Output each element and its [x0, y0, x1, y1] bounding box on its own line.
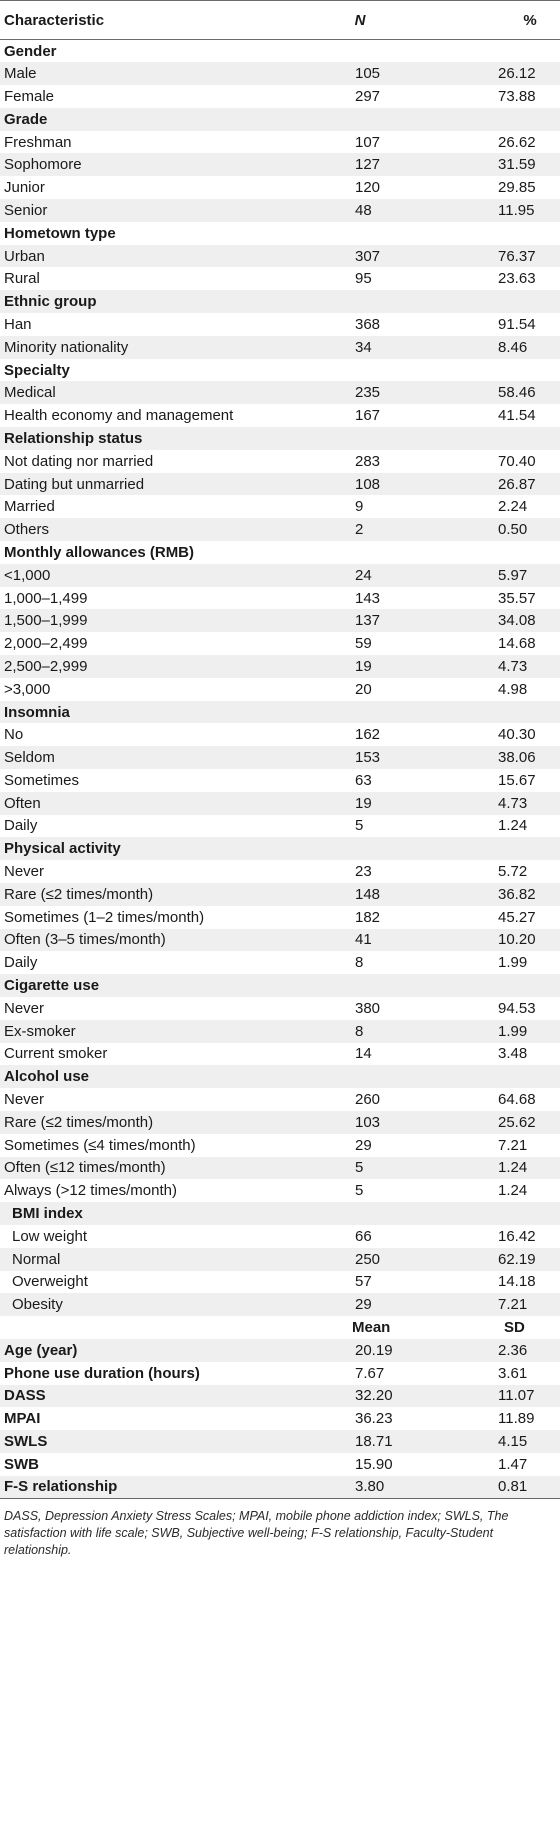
stat-mean: 15.90: [355, 1455, 393, 1473]
row-label: Seldom: [0, 746, 280, 769]
row-percent: 34.08: [420, 609, 560, 632]
section-row: [0, 974, 560, 997]
row-n: 182: [355, 908, 381, 926]
row-label: Freshman: [4, 133, 72, 151]
table-row: [0, 792, 560, 815]
table-row: [0, 951, 560, 974]
table-row: [0, 1248, 560, 1271]
row-label: Not dating nor married: [4, 452, 154, 470]
table-row: [0, 473, 560, 496]
section-title: Cigarette use: [0, 974, 280, 997]
row-n: 20: [355, 680, 372, 698]
table-row: [0, 336, 560, 359]
section-title: Hometown type: [4, 224, 116, 242]
row-label: Never: [4, 1091, 45, 1109]
section-row: [0, 359, 560, 382]
stat-row: [0, 1407, 560, 1430]
section-row: [0, 837, 560, 860]
table-row: [0, 769, 560, 792]
row-label: Normal: [0, 1248, 280, 1271]
table-row: [0, 815, 560, 838]
section-row: [0, 1065, 560, 1088]
row-percent: 70.40: [498, 452, 536, 470]
table-row: [0, 883, 560, 906]
table-row: [0, 176, 560, 199]
row-n: 153: [280, 746, 420, 769]
row-percent: 26.62: [498, 133, 536, 151]
empty-cell: [420, 701, 560, 724]
row-n: 29: [355, 1136, 372, 1154]
header-percent: %: [420, 1, 560, 40]
row-label: Obesity: [0, 1293, 280, 1316]
row-n: 34: [280, 336, 420, 359]
row-percent: 15.67: [498, 771, 536, 789]
row-n: 103: [280, 1111, 420, 1134]
row-percent: 40.30: [498, 726, 536, 744]
empty-cell: [420, 837, 560, 860]
row-percent: 4.98: [498, 680, 528, 698]
header-n: N: [280, 1, 420, 40]
row-n: 235: [280, 381, 420, 404]
row-label: Rare (≤2 times/month): [0, 883, 280, 906]
row-n: 24: [280, 564, 420, 587]
row-label: Junior: [4, 179, 45, 197]
row-n: 107: [355, 133, 381, 151]
row-n: 41: [280, 929, 420, 952]
row-n: 95: [355, 270, 372, 288]
empty-cell: [420, 541, 560, 564]
header-sd: SD: [504, 1319, 525, 1337]
empty-cell: [0, 1316, 280, 1339]
section-row: [0, 222, 560, 245]
table-row: [0, 587, 560, 610]
row-n: 250: [280, 1248, 420, 1271]
section-title: Physical activity: [0, 837, 280, 860]
row-label: Minority nationality: [0, 336, 280, 359]
row-n: 57: [355, 1273, 372, 1291]
header-characteristic: Characteristic: [0, 1, 280, 40]
row-label: Medical: [0, 381, 280, 404]
stat-sd: 3.61: [498, 1364, 528, 1382]
table-row: [0, 860, 560, 883]
empty-cell: [420, 108, 560, 131]
section-row: [0, 701, 560, 724]
row-percent: 31.59: [420, 153, 560, 176]
empty-cell: [420, 974, 560, 997]
row-label: Health economy and management: [4, 407, 234, 425]
stat-mean: 36.23: [355, 1410, 393, 1428]
table-row: [0, 564, 560, 587]
section-title: BMI index: [0, 1202, 280, 1225]
table-row: [0, 267, 560, 290]
row-label: Always (>12 times/month): [4, 1182, 177, 1200]
row-percent: 4.73: [420, 655, 560, 678]
row-label: Senior: [0, 199, 280, 222]
row-label: Never: [4, 863, 45, 881]
table-row: [0, 1179, 560, 1202]
table-row: [0, 632, 560, 655]
empty-cell: [420, 290, 560, 313]
row-n: 48: [280, 199, 420, 222]
table-footnote: DASS, Depression Anxiety Stress Scales; MPAI, mobile phone addiction index; SWLS, The satisfaction with life scale; SWB, Subjective well-being; F-S relationship, Faculty-Student relationship.: [4, 1509, 509, 1557]
row-n: 127: [280, 153, 420, 176]
table-row: [0, 1271, 560, 1294]
stat-mean: 32.20: [280, 1385, 420, 1408]
row-n: 8: [355, 954, 364, 972]
table-row: [0, 1043, 560, 1066]
row-label: Often (≤12 times/month): [0, 1157, 280, 1180]
row-n: 368: [355, 315, 381, 333]
table-row: [0, 245, 560, 268]
empty-cell: [420, 427, 560, 450]
table-row: [0, 609, 560, 632]
stat-row: [0, 1339, 560, 1362]
row-percent: 36.82: [420, 883, 560, 906]
row-label: Ex-smoker: [0, 1020, 280, 1043]
table-row: [0, 678, 560, 701]
stat-row: [0, 1362, 560, 1385]
row-n: 307: [280, 245, 420, 268]
empty-cell: [420, 222, 560, 245]
row-percent: 4.73: [420, 792, 560, 815]
stats-header-row: [0, 1316, 560, 1339]
table-row: [0, 404, 560, 427]
row-label: Sophomore: [0, 153, 280, 176]
row-percent: 3.48: [498, 1045, 528, 1063]
stat-label: SWLS: [0, 1430, 280, 1453]
row-percent: 14.68: [498, 635, 536, 653]
empty-cell: [420, 1065, 560, 1088]
row-label: Daily: [4, 817, 38, 835]
row-n: 148: [280, 883, 420, 906]
stat-label: SWB: [4, 1455, 39, 1473]
table-row: [0, 1157, 560, 1180]
row-percent: 25.62: [420, 1111, 560, 1134]
row-n: 29: [280, 1293, 420, 1316]
table-row: [0, 1134, 560, 1157]
row-n: 108: [280, 473, 420, 496]
row-n: 120: [355, 179, 381, 197]
empty-cell: [280, 108, 420, 131]
row-n: 14: [355, 1045, 372, 1063]
table-row: [0, 1293, 560, 1316]
table-row: [0, 450, 560, 473]
empty-cell: [280, 1065, 420, 1088]
row-percent: 1.24: [498, 1182, 528, 1200]
row-label: Never: [4, 999, 45, 1017]
stat-label: MPAI: [4, 1410, 41, 1428]
section-row: [0, 541, 560, 564]
stat-sd: 1.47: [498, 1455, 528, 1473]
row-label: Female: [4, 87, 55, 105]
table-row: [0, 997, 560, 1020]
row-percent: 0.50: [420, 518, 560, 541]
empty-cell: [280, 359, 420, 382]
empty-cell: [420, 1202, 560, 1225]
table-row: [0, 1225, 560, 1248]
empty-cell: [280, 1202, 420, 1225]
table-row: [0, 495, 560, 518]
stat-row: [0, 1430, 560, 1453]
row-n: 5: [355, 817, 364, 835]
section-row: [0, 1202, 560, 1225]
row-label: Often (3–5 times/month): [0, 929, 280, 952]
stat-label: Age (year): [0, 1339, 280, 1362]
empty-cell: [280, 290, 420, 313]
row-percent: 94.53: [498, 999, 536, 1017]
table-row: [0, 85, 560, 108]
table-row: [0, 1020, 560, 1043]
row-n: 105: [280, 62, 420, 85]
row-n: 63: [355, 771, 372, 789]
table-header-row: [0, 1, 560, 40]
row-percent: 2.24: [498, 498, 528, 516]
row-label: Sometimes (≤4 times/month): [4, 1136, 196, 1154]
row-label: Urban: [0, 245, 280, 268]
row-percent: 11.95: [420, 199, 560, 222]
stat-row: [0, 1385, 560, 1408]
section-title: Gender: [4, 42, 57, 60]
stat-mean: 18.71: [280, 1430, 420, 1453]
stat-mean: 3.80: [280, 1476, 420, 1499]
row-percent: 5.72: [498, 863, 528, 881]
table-row: [0, 929, 560, 952]
row-label: Often: [0, 792, 280, 815]
row-label: Current smoker: [4, 1045, 108, 1063]
section-title: Insomnia: [0, 701, 280, 724]
section-row: [0, 108, 560, 131]
stat-mean: 20.19: [280, 1339, 420, 1362]
row-n: 260: [355, 1091, 381, 1109]
stat-sd: 0.81: [420, 1476, 560, 1499]
empty-cell: [280, 222, 420, 245]
row-label: Others: [0, 518, 280, 541]
row-n: 283: [355, 452, 381, 470]
table-row: [0, 62, 560, 85]
row-percent: 1.99: [498, 954, 528, 972]
row-n: 137: [280, 609, 420, 632]
row-label: 2,000–2,499: [4, 635, 88, 653]
row-n: 19: [280, 792, 420, 815]
row-n: 19: [280, 655, 420, 678]
stat-row: [0, 1476, 560, 1499]
row-percent: 10.20: [420, 929, 560, 952]
stat-sd: 11.07: [420, 1385, 560, 1408]
section-row: [0, 40, 560, 63]
stat-label: DASS: [0, 1385, 280, 1408]
table-row: [0, 1111, 560, 1134]
row-label: Married: [4, 498, 55, 516]
table-row: [0, 723, 560, 746]
row-percent: 35.57: [498, 589, 536, 607]
empty-cell: [280, 541, 420, 564]
row-n: 167: [355, 407, 381, 425]
row-percent: 23.63: [498, 270, 536, 288]
row-label: <1,000: [0, 564, 280, 587]
empty-cell: [420, 359, 560, 382]
row-n: 9: [355, 498, 364, 516]
row-label: Male: [0, 62, 280, 85]
empty-cell: [280, 427, 420, 450]
row-label: >3,000: [4, 680, 51, 698]
row-percent: 91.54: [498, 315, 536, 333]
row-label: Han: [4, 315, 32, 333]
row-percent: 1.99: [420, 1020, 560, 1043]
section-title: Relationship status: [0, 427, 280, 450]
stat-label: Phone use duration (hours): [4, 1364, 200, 1382]
row-n: 143: [355, 589, 381, 607]
row-n: 23: [355, 863, 372, 881]
section-title: Grade: [0, 108, 280, 131]
empty-cell: [420, 40, 560, 63]
row-n: 66: [355, 1227, 372, 1245]
row-percent: 73.88: [498, 87, 536, 105]
row-percent: 8.46: [420, 336, 560, 359]
row-label: 1,000–1,499: [4, 589, 88, 607]
section-row: [0, 427, 560, 450]
row-n: 380: [355, 999, 381, 1017]
row-percent: 62.19: [420, 1248, 560, 1271]
row-percent: 7.21: [420, 1293, 560, 1316]
section-title: Monthly allowances (RMB): [4, 543, 195, 561]
table-row: [0, 655, 560, 678]
row-percent: 1.24: [420, 1157, 560, 1180]
section-title: Ethnic group: [0, 290, 280, 313]
row-percent: 1.24: [498, 817, 528, 835]
row-percent: 76.37: [420, 245, 560, 268]
row-n: 8: [280, 1020, 420, 1043]
section-title: Specialty: [4, 361, 70, 379]
empty-cell: [280, 701, 420, 724]
row-label: Low weight: [12, 1227, 88, 1245]
row-label: Rural: [4, 270, 40, 288]
row-n: 297: [355, 87, 381, 105]
row-n: 2: [280, 518, 420, 541]
row-percent: 16.42: [498, 1227, 536, 1245]
stat-sd: 2.36: [420, 1339, 560, 1362]
row-percent: 45.27: [498, 908, 536, 926]
row-label: Sometimes (1–2 times/month): [4, 908, 205, 926]
stat-sd: 11.89: [498, 1410, 535, 1428]
table-row: [0, 313, 560, 336]
row-label: 2,500–2,999: [0, 655, 280, 678]
stat-mean: 7.67: [355, 1364, 385, 1382]
row-percent: 58.46: [420, 381, 560, 404]
section-row: [0, 290, 560, 313]
row-n: 59: [355, 635, 372, 653]
row-n: 5: [355, 1182, 364, 1200]
table-row: [0, 906, 560, 929]
row-percent: 29.85: [498, 179, 536, 197]
row-percent: 41.54: [498, 407, 536, 425]
section-title: Alcohol use: [0, 1065, 280, 1088]
table-row: [0, 153, 560, 176]
table-row: [0, 381, 560, 404]
header-mean: Mean: [352, 1319, 391, 1337]
row-n: 162: [355, 726, 381, 744]
table-row: [0, 199, 560, 222]
row-percent: 26.87: [420, 473, 560, 496]
stat-row: [0, 1453, 560, 1476]
row-label: 1,500–1,999: [0, 609, 280, 632]
empty-cell: [280, 974, 420, 997]
row-percent: 38.06: [420, 746, 560, 769]
row-percent: 14.18: [498, 1273, 536, 1291]
row-label: Sometimes: [4, 771, 80, 789]
table-row: [0, 746, 560, 769]
row-label: Overweight: [12, 1273, 88, 1291]
row-percent: 26.12: [420, 62, 560, 85]
row-percent: 7.21: [498, 1136, 528, 1154]
stat-sd: 4.15: [420, 1430, 560, 1453]
row-label: Daily: [4, 954, 38, 972]
table-row: [0, 131, 560, 154]
stat-label: F-S relationship: [0, 1476, 280, 1499]
empty-cell: [280, 40, 420, 63]
row-percent: 5.97: [420, 564, 560, 587]
row-label: Dating but unmarried: [0, 473, 280, 496]
row-percent: 64.68: [498, 1091, 536, 1109]
table-body: [0, 40, 560, 1499]
row-n: 5: [280, 1157, 420, 1180]
empty-cell: [280, 837, 420, 860]
row-label: Rare (≤2 times/month): [0, 1111, 280, 1134]
row-label: No: [4, 726, 24, 744]
table-row: [0, 518, 560, 541]
table-row: [0, 1088, 560, 1111]
